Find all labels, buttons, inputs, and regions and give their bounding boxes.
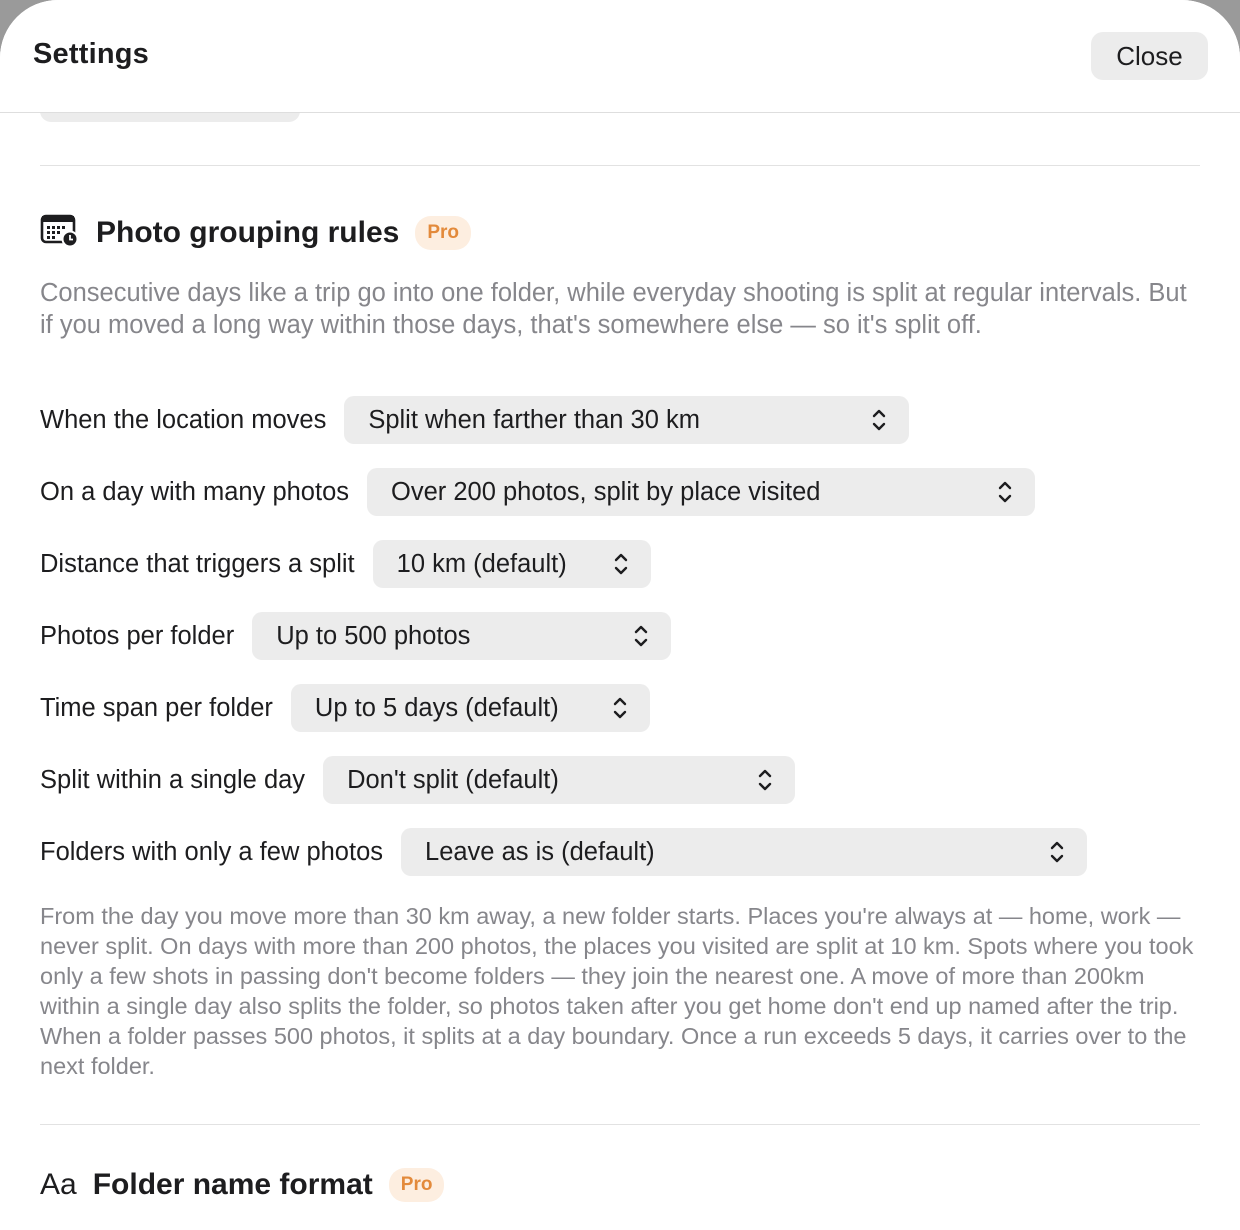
select-value: Up to 5 days (default)	[314, 693, 559, 722]
folder-name-section-header	[40, 1168, 444, 1202]
section-title: Photo grouping rules	[96, 215, 400, 249]
pro-badge: Pro	[415, 216, 471, 250]
select-value: 10 km (default)	[396, 549, 567, 578]
setting-row-many-photos	[40, 468, 1035, 516]
setting-row-photos-per-folder	[40, 612, 671, 660]
split-distance-select[interactable]	[373, 540, 651, 588]
calendar-clock-icon	[40, 212, 80, 253]
photos-per-folder-select[interactable]	[252, 612, 671, 660]
pro-badge: Pro	[389, 1168, 445, 1202]
select-value: Split when farther than 30 km	[368, 405, 701, 434]
few-photos-select[interactable]	[401, 828, 1087, 876]
chevron-up-down-icon	[997, 479, 1013, 505]
setting-row-time-span	[40, 684, 650, 732]
chevron-up-down-icon	[757, 767, 773, 793]
chevron-up-down-icon	[871, 407, 887, 433]
setting-label: Distance that triggers a split	[40, 549, 355, 578]
section-title: Folder name format	[92, 1168, 373, 1201]
setting-label: On a day with many photos	[40, 477, 350, 506]
setting-label: Time span per folder	[40, 693, 273, 722]
setting-row-single-day	[40, 756, 795, 804]
setting-label: When the location moves	[40, 405, 327, 434]
rules-footnote: From the day you move more than 30 km away, a new folder starts. Places you're always at — home, work — never split. On days with more than 200 photos, the places you visited are split at 10 km. Spots where you took only a few shots in passing don't become folders — they join the nearest one. A move of more than 200km within a single day also splits the folder, so photos taken after you get home don't end up named after the trip. When a folder passes 500 photos, it splits at a day boundary. Once a run exceeds 5 days, it carries over to the next folder.	[40, 903, 1194, 1079]
section-divider	[40, 1124, 1200, 1125]
select-value: Leave as is (default)	[425, 837, 655, 866]
location-moves-select[interactable]	[344, 396, 909, 444]
chevron-up-down-icon	[1049, 839, 1065, 865]
setting-label: Photos per folder	[40, 621, 235, 650]
page-title: Settings	[33, 38, 149, 70]
settings-header	[0, 0, 1240, 113]
text-format-icon: Aa	[40, 1168, 77, 1201]
chevron-up-down-icon	[613, 551, 629, 577]
many-photos-select[interactable]	[367, 468, 1035, 516]
select-value: Don't split (default)	[347, 765, 559, 794]
single-day-select[interactable]	[323, 756, 795, 804]
time-span-select[interactable]	[291, 684, 650, 732]
section-description: Consecutive days like a trip go into one folder, while everyday shooting is split at regular intervals. But if you moved a long way within those days, that's somewhere else — so it's split off.	[40, 279, 1187, 339]
setting-row-few-photos	[40, 828, 1087, 876]
setting-label: Folders with only a few photos	[40, 837, 384, 866]
chevron-up-down-icon	[633, 623, 649, 649]
grouping-section-header	[40, 212, 471, 253]
section-divider	[40, 165, 1200, 166]
setting-row-split-distance	[40, 540, 651, 588]
setting-label: Split within a single day	[40, 765, 306, 794]
select-value: Up to 500 photos	[276, 621, 471, 650]
setting-row-location-moves	[40, 396, 909, 444]
close-button[interactable]: Close	[1091, 32, 1208, 80]
chevron-up-down-icon	[612, 695, 628, 721]
select-value: Over 200 photos, split by place visited	[391, 477, 821, 506]
